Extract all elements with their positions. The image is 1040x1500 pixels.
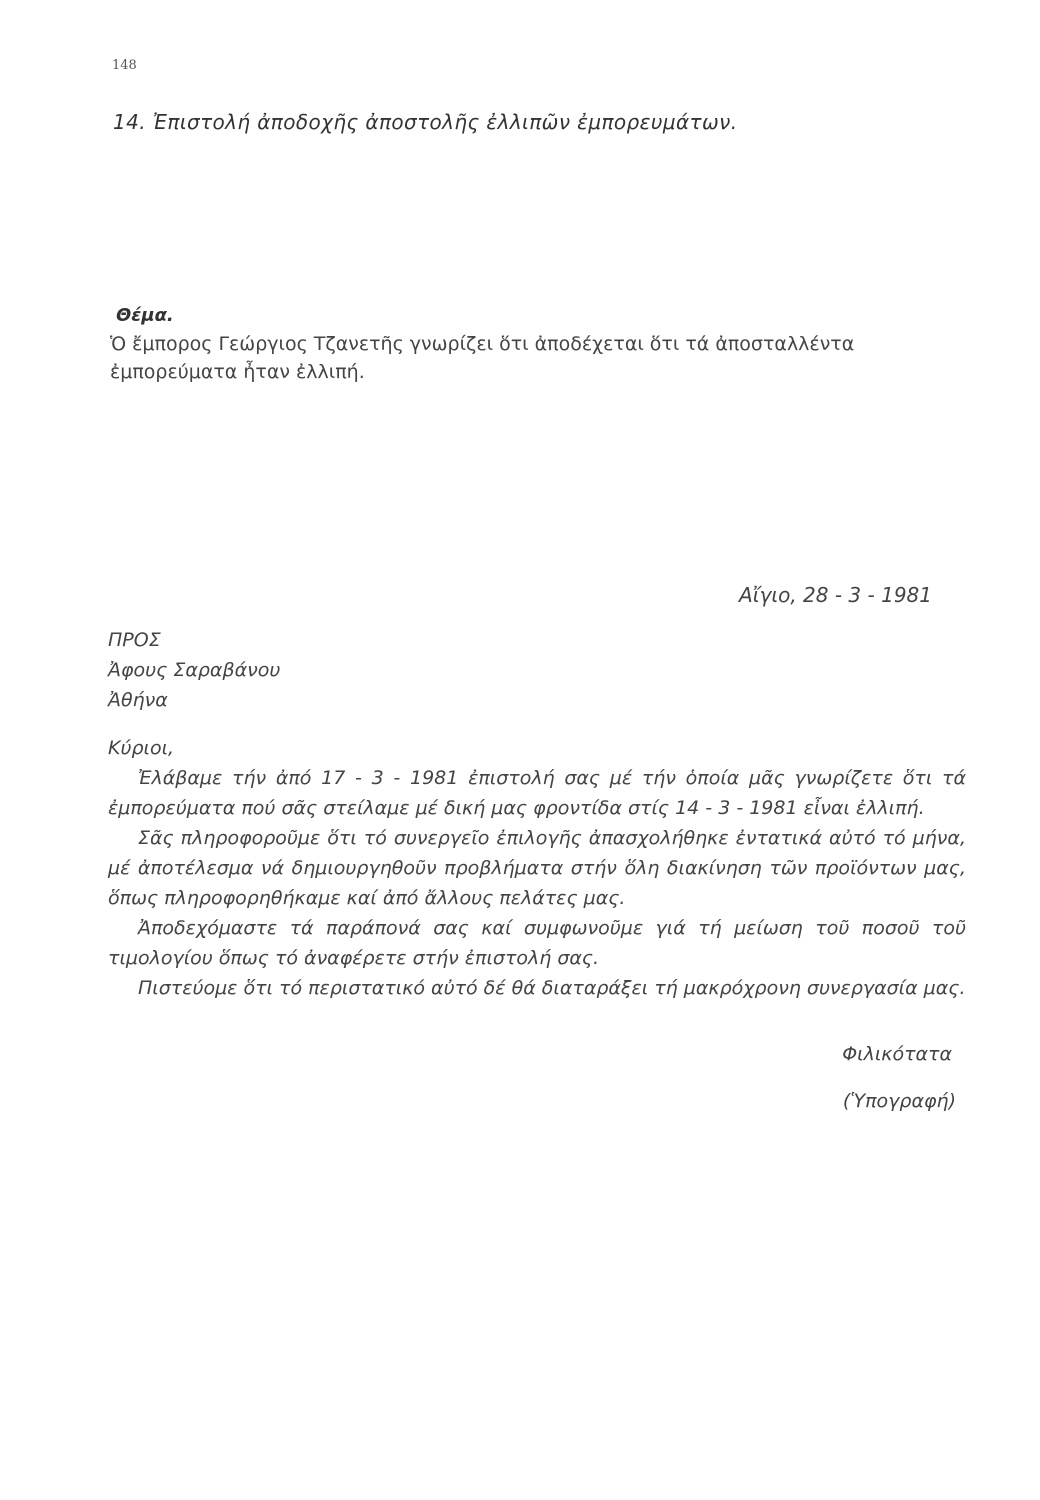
letter-date: Αἴγιο, 28 - 3 - 1981 — [739, 583, 932, 607]
signature: (Ὑπογραφή) — [842, 1090, 956, 1112]
body-paragraph-2: Σᾶς πληροφοροῦμε ὅτι τό συνεργεῖο ἐπιλογῆς ἀπασχολήθηκε ἐντατικά αὐτό τό μήνα, μέ ἀποτέλεσμα νά δημιουργηθοῦν προβλήματα στήν ὅλη διακίνηση τῶν προϊόντων μας, ὅπως πληροφορηθήκαμε καί ἀπό ἄλλους πελάτες μας. — [108, 827, 966, 909]
subject-block — [110, 305, 970, 386]
recipient-city: Ἀθήνα — [108, 689, 168, 711]
body-paragraph-3: Ἀποδεχόμαστε τά παράπονά σας καί συμφωνοῦμε γιά τή μείωση τοῦ ποσοῦ τοῦ τιμολογίου ὅπως τό ἀναφέρετε στήν ἐπιστολή σας. — [108, 917, 966, 969]
page-number: 148 — [112, 58, 137, 73]
subject-label: Θέμα. — [116, 305, 174, 326]
salutation: Κύριοι, — [108, 737, 175, 759]
recipient-name: Ἀφους Σαραβάνου — [108, 659, 281, 681]
body-paragraph-1: Ἐλάβαμε τήν ἀπό 17 - 3 - 1981 ἐπιστολή σας μέ τήν ὁποία μᾶς γνωρίζετε ὅτι τά ἐμπορεύματα πού σᾶς στείλαμε μέ δική μας φροντίδα στίς 14 - 3 - 1981 εἶναι ἐλλιπή. — [108, 767, 966, 819]
recipient-block — [108, 625, 280, 715]
letter-body — [108, 733, 966, 1003]
recipient-to-label: ΠΡΟΣ — [108, 629, 161, 651]
chapter-title: 14. Ἐπιστολή ἀποδοχῆς ἀποστολῆς ἐλλιπῶν ἐμπορευμάτων. — [113, 110, 738, 134]
body-paragraph-4: Πιστεύομε ὅτι τό περιστατικό αὐτό δέ θά διαταράξει τή μακρόχρονη συνεργασία μας. — [138, 977, 966, 999]
subject-text: Ὁ ἔμπορος Γεώργιος Τζανετῆς γνωρίζει ὅτι ἀποδέχεται ὅτι τά ἀποσταλλέντα ἐμπορεύματα ἦταν ἐλλιπή. — [110, 333, 855, 383]
closing: Φιλικότατα — [842, 1043, 952, 1065]
